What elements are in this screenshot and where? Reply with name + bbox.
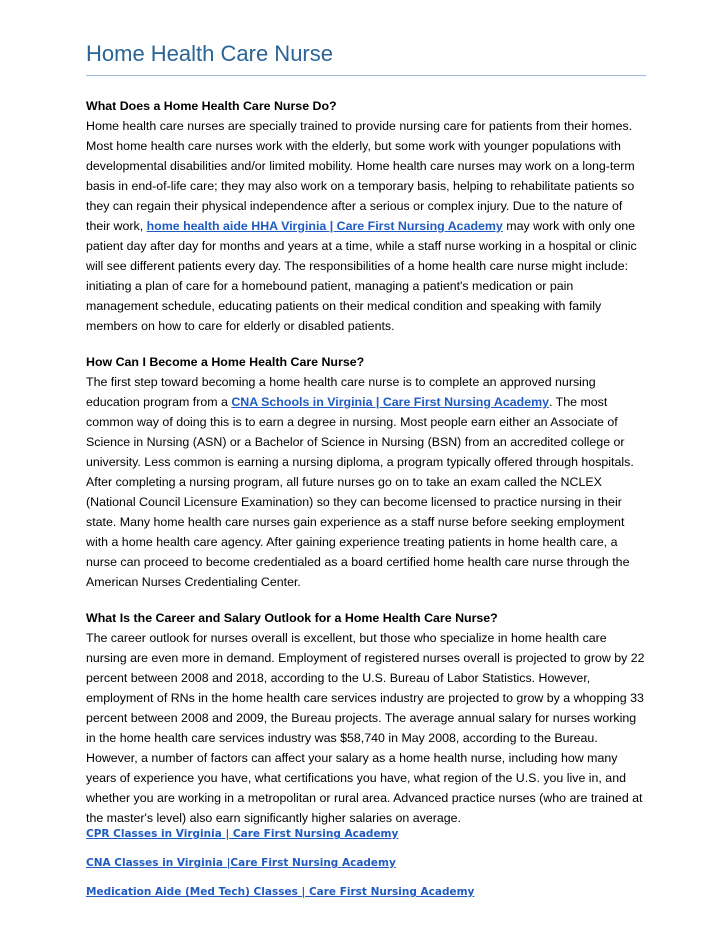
- footer-links: [86, 827, 646, 900]
- section-paragraph: [86, 372, 646, 592]
- section-paragraph: The career outlook for nurses overall is excellent, but those who specialize in home health care nursing are even more in demand. Employment of registered nurses overall is projected to grow by 22 percent between 2008 and 2018, according to the U.S. Bureau of Labor Statistics. However, employment of RNs in the home health care services industry are projected to grow by a whopping 33 percent between 2008 and 2009, the Bureau projects. The average annual salary for nurses working in the home health care services industry was $58,740 in May 2008, according to the Bureau. However, a number of factors can affect your salary as a home health nurse, including how many years of experience you have, what certifications you have, what region of the U.S. you live in, and whether you are working in a metropolitan or rural area. Advanced practice nurses (who are trained at the master's level) also earn significantly higher salaries on average.: [86, 631, 645, 825]
- cna-classes-link[interactable]: CNA Classes in Virginia |Care First Nursing Academy: [86, 857, 396, 869]
- section-paragraph: [86, 116, 646, 336]
- cpr-classes-link[interactable]: CPR Classes in Virginia | Care First Nursing Academy: [86, 828, 399, 840]
- paragraph-text: may work with only one patient day after day for months and years at a time, while a staff nurse working in a hospital or clinic will see different patients every day. The responsibilities of a home health care nurse might include: initiating a plan of care for a homebound patient, managing a patient's medication or pain management schedule, educating patients on their medical condition and speaking with family members on how to care for elderly or disabled patients.: [86, 219, 637, 333]
- cna-schools-link[interactable]: CNA Schools in Virginia | Care First Nursing Academy: [231, 395, 549, 409]
- hha-virginia-link[interactable]: home health aide HHA Virginia | Care First Nursing Academy: [146, 219, 503, 233]
- paragraph-text: Home health care nurses are specially trained to provide nursing care for patients from their homes. Most home health care nurses work with the elderly, but some work with younger populations with developmental disabilities and/or limited mobility. Home health care nurses may work on a long-term basis in end-of-life care; they may also work on a temporary basis, helping to rehabilitate patients so they can regain their physical independence after a serious or complex injury. Due to the nature of their work,: [86, 119, 635, 233]
- section-career-outlook: [86, 608, 646, 828]
- section-heading: What Is the Career and Salary Outlook for a Home Health Care Nurse?: [86, 611, 498, 625]
- section-heading: How Can I Become a Home Health Care Nurse?: [86, 355, 365, 369]
- paragraph-text: . The most common way of doing this is to earn a degree in nursing. Most people earn either an Associate of Science in Nursing (ASN) or a Bachelor of Science in Nursing (BSN) from an accredited college or university. Less common is earning a nursing diploma, a program typically offered through hospitals. After completing a nursing program, all future nurses go on to take an exam called the NCLEX (National Council Licensure Examination) so they can become licensed to practice nursing in their state. Many home health care nurses gain experience as a staff nurse before seeking employment with a home health care agency. After gaining experience treating patients in home health care, a nurse can proceed to become credentialed as a board certified home health care nurse through the American Nurses Credentialing Center.: [86, 395, 634, 589]
- document-page: [86, 40, 646, 900]
- section-how-become: [86, 352, 646, 592]
- section-heading: What Does a Home Health Care Nurse Do?: [86, 99, 337, 113]
- section-what-does: [86, 96, 646, 336]
- page-title: Home Health Care Nurse: [86, 40, 646, 76]
- paragraph-text: The first step toward becoming a home health care nurse is to complete an approved nursing education program from a: [86, 375, 596, 409]
- medication-aide-link[interactable]: Medication Aide (Med Tech) Classes | Care First Nursing Academy: [86, 886, 475, 898]
